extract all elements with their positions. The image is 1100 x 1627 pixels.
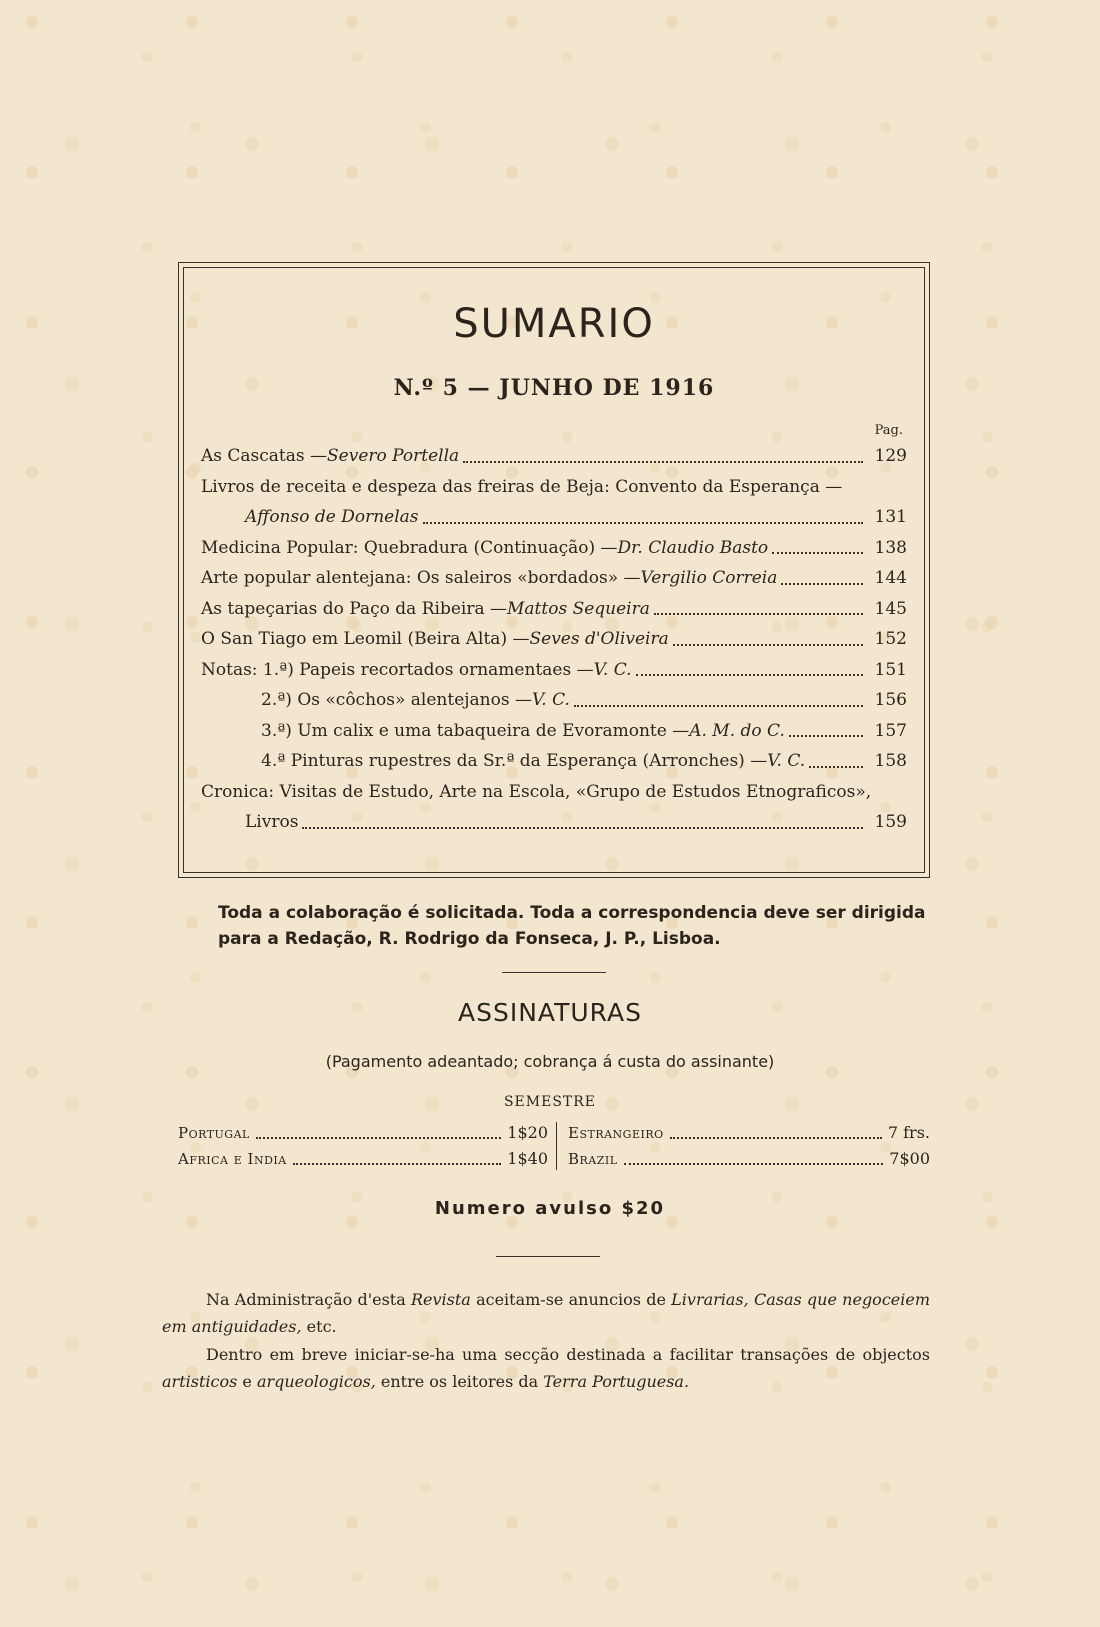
leader-dots [256,1137,501,1139]
price-label: Portugal [178,1124,250,1142]
page-column-header: Pag. [874,423,903,438]
toc-entry-author: Vergilio Correia [640,568,778,588]
toc-entry-author: V. C. [531,690,570,710]
toc-entry-author: Dr. Claudio Basto [617,537,769,558]
toc-entry-text: O San Tiago em Leomil (Beira Alta) — [201,629,530,649]
notice-text-italic: artisticos [162,1372,238,1391]
leader-dots [654,613,863,615]
toc-entry-text: Livros [245,812,299,832]
leader-dots [670,1137,882,1139]
toc-entry-page: 144 [874,568,907,588]
toc-entry-page: 159 [874,812,907,832]
notice-text-italic: arqueologicos, [256,1372,376,1391]
toc-entry [201,655,907,686]
price-column-foreign [568,1120,930,1172]
toc-entry [201,746,907,777]
subscriptions-title: ASSINATURAS [458,998,642,1027]
issue-line: N.º 5 — JUNHO DE 1916 [393,375,715,401]
leader-dots [293,1163,502,1165]
toc-entry [201,502,907,533]
summary-title: SUMARIO [453,301,655,347]
toc-entry [201,533,907,564]
correspondence-line: para a Redação, R. Rodrigo da Fonseca, J. P., Lisboa. [218,929,721,949]
leader-dots [423,522,863,524]
price-row [178,1146,548,1172]
exchange-section-notice [162,1341,930,1395]
toc-entry-text: 3.ª) Um calix e uma tabaqueira de Evoramonte — [261,720,690,741]
correspondence-line: Toda a colaboração é solicitada. Toda a correspondencia deve ser dirigida [218,903,926,923]
toc-entry [201,624,907,655]
price-value: 1$20 [507,1123,548,1142]
price-row [568,1120,930,1146]
toc-entry-text: As tapeçarias do Paço da Ribeira — [201,598,507,619]
summary-box [178,262,930,878]
notice-text: aceitam-se anuncios de [470,1290,672,1309]
toc-entry [201,807,907,838]
toc-entry-author: Mattos Sequeira [507,598,650,619]
notice-text: Na Administração d'esta [206,1290,411,1309]
leader-dots [463,461,863,463]
leader-dots [809,766,863,768]
leader-dots [574,705,863,707]
subscription-period: SEMESTRE [503,1094,597,1110]
toc-entry-page: 129 [874,446,907,466]
correspondence-notice [218,900,938,952]
notice-text: etc. [301,1317,337,1336]
price-label: Africa e India [178,1150,287,1168]
toc-entry [201,685,907,716]
price-row [178,1120,548,1146]
toc-entry-author: Affonso de Dornelas [245,507,419,527]
toc-entry-author: V. C. [767,751,806,771]
toc-entry [201,716,907,747]
price-label: Estrangeiro [568,1124,664,1142]
toc-entry-author: Seves d'Oliveira [529,629,669,649]
toc-entry-page: 157 [874,720,907,741]
toc-entry-page: 152 [874,629,907,649]
toc-entry-text: Livros de receita e despeza das freiras de Beja: Convento da Esperança — [201,476,843,497]
leader-dots [302,827,863,829]
price-row [568,1146,930,1172]
toc-entry-page: 156 [874,690,907,710]
price-value: 1$40 [507,1149,548,1168]
price-label: Brazil [568,1150,618,1168]
notice-text-italic: Livrarias, Casas que negoceiem em antiguidades, [162,1290,930,1336]
toc-entry-text: 2.ª) Os «côchos» alentejanos — [261,690,532,710]
price-value: 7 frs. [887,1123,930,1142]
toc-entry-author: V. C. [593,659,632,680]
leader-dots [781,583,863,585]
toc-entry [201,563,907,594]
price-column-domestic [178,1120,548,1172]
leader-dots [772,552,863,554]
divider-rule [496,1256,600,1257]
leader-dots [636,674,863,676]
toc-entry-page: 151 [874,659,907,680]
toc-entry-page: 145 [874,598,907,619]
price-value: 7$00 [889,1149,930,1168]
toc-entry-author: A. M. do C. [689,720,785,741]
toc-entry-author: Severo Portella [327,446,460,466]
single-issue-price: Numero avulso $20 [434,1198,666,1219]
toc-entry-text: Medicina Popular: Quebradura (Continuação) — [201,537,618,558]
toc-entry-text: As Cascatas — [201,446,328,466]
toc-entry-page: 138 [874,537,907,558]
leader-dots [789,735,863,737]
advertising-notice [162,1286,930,1340]
toc-entry-text: Arte popular alentejana: Os saleiros «bordados» — [201,568,641,588]
toc-entry-text: Cronica: Visitas de Estudo, Arte na Escola, «Grupo de Estudos Etnograficos», [201,781,872,802]
notice-text: entre os leitores da [375,1372,544,1391]
notice-text: Dentro em breve iniciar-se-ha uma secção destinada a facilitar transações de objectos [206,1345,930,1364]
toc-entry [201,777,907,808]
leader-dots [624,1163,884,1165]
toc-entry [201,594,907,625]
notice-text-italic: Terra Portuguesa. [543,1372,690,1391]
divider-rule [502,972,606,973]
price-column-divider [556,1122,557,1170]
toc-entry-text: 4.ª Pinturas rupestres da Sr.ª da Esperança (Arronches) — [261,751,768,771]
table-of-contents [201,441,907,838]
subscriptions-subtitle: (Pagamento adeantado; cobrança á custa do assinante) [325,1052,775,1071]
notice-text-italic: Revista [410,1290,471,1309]
toc-entry-page: 158 [874,751,907,771]
toc-entry-page: 131 [874,507,907,527]
leader-dots [673,644,863,646]
toc-entry [201,472,907,503]
toc-entry [201,441,907,472]
toc-entry-text: Notas: 1.ª) Papeis recortados ornamentaes — [201,659,594,680]
notice-text: e [237,1372,257,1391]
